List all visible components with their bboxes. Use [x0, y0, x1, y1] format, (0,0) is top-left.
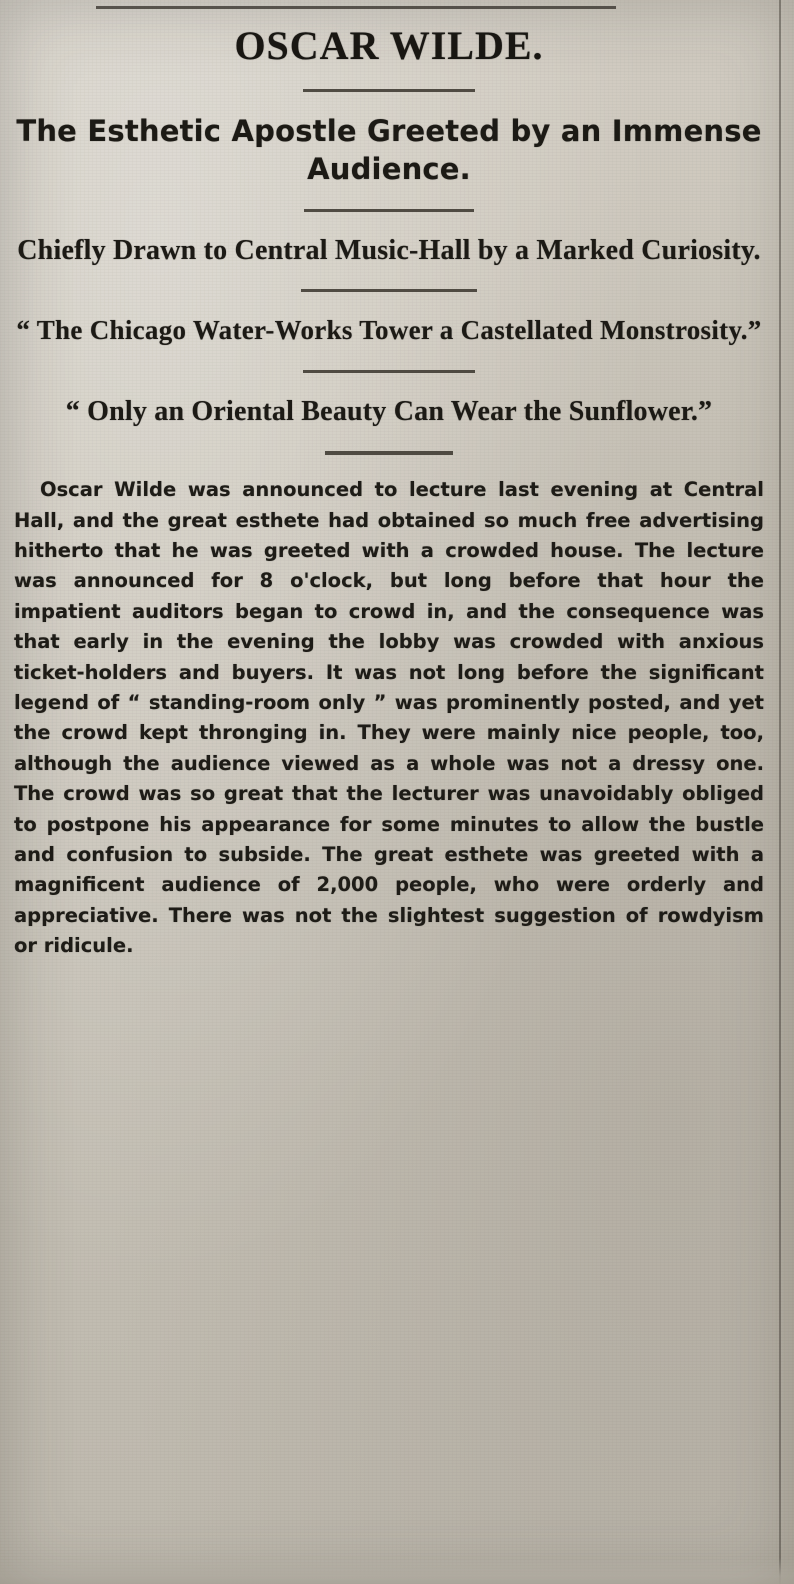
divider-rule-5 [325, 451, 453, 455]
divider-rule-2 [304, 209, 474, 212]
page-title: OSCAR WILDE. [234, 23, 544, 68]
divider-rule-4 [303, 370, 475, 373]
divider-rule-1 [303, 89, 475, 92]
subheadline-4: “ Only an Oriental Beauty Can Wear the Sunflower.” [65, 395, 713, 427]
subheadline-2: Chiefly Drawn to Central Music-Hall by a Marked Curiosity. [17, 234, 761, 266]
column-divider-rule [779, 0, 781, 1584]
article-body-text: Oscar Wilde was announced to lecture last evening at Central Hall, and the great esthete had obtained so much free advertising hitherto that he was greeted with a crowded house. The lecture was announced for 8 o'clock, but long before that hour the impatient auditors began to crowd in, and the consequence was that early in the evening the lobby was crowded with anxious ticket-holders and buyers. It was not long before the significant legend of “ standing-room only ” was prominently posted, and yet the crowd kept thronging in. They were mainly nice people, too, although the audience viewed as a whole was not a dressy one. The crowd was so great that the lecturer was unavoidably obliged to postpone his appearance for some minutes to allow the bustle and confusion to subside. The great esthete was greeted with a magnificent audience of 2,000 people, who were orderly and appreciative. There was not the slightest suggestion of rowdyism or ridicule. [14, 478, 764, 958]
subheadline-1: The Esthetic Apostle Greeted by an Immense Audience. [16, 114, 762, 187]
divider-rule-3 [301, 289, 477, 292]
article-body-paragraph [10, 475, 768, 962]
top-divider-rule [96, 6, 616, 9]
subheadline-3: “ The Chicago Water-Works Tower a Castellated Monstrosity.” [16, 315, 762, 346]
